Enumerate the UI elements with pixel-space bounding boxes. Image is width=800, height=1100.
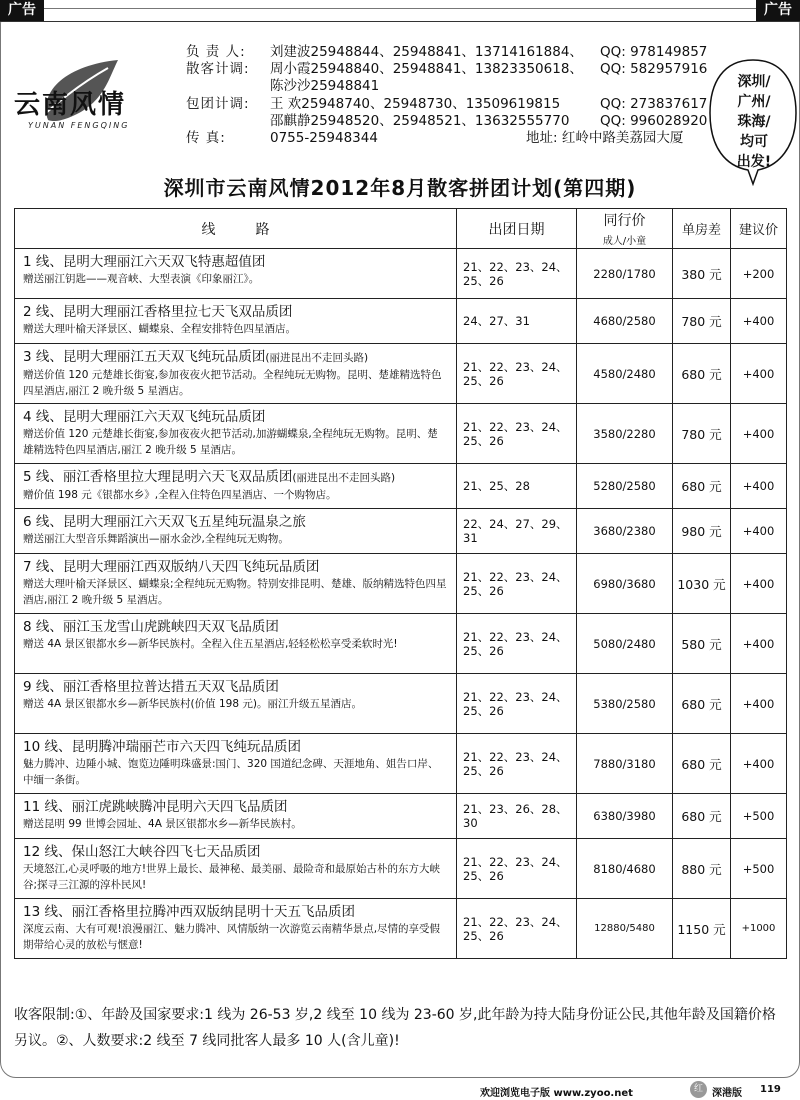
- route-title-text: 5 线、丽江香格里拉大理昆明六天飞双品质团: [23, 469, 293, 485]
- single-room-cell: 680 元: [673, 344, 731, 404]
- table-row: [15, 734, 787, 794]
- top-rule: [0, 21, 800, 22]
- route-title: [23, 348, 448, 367]
- bubble-line: 深圳/: [737, 74, 771, 90]
- route-description: 赠送丽江钥匙——观音峡、大型表演《印象丽江》。: [23, 273, 260, 285]
- header-dates: 出团日期: [457, 209, 577, 249]
- restrictions-text: 收客限制:①、年龄及国家要求:1 线为 26-53 岁,2 线至 10 线为 23-60 岁,此年龄为持大陆身份证公民,其他年龄及国籍价格另议。②、人数要求:2 线至 7 线同批客人最多 10 人(含儿童)!: [14, 1007, 776, 1049]
- contact-address: 地址: 红岭中路美荔园大厦: [526, 130, 684, 147]
- dates-cell: 21、22、23、24、25、26: [457, 674, 577, 734]
- route-title-text: 11 线、丽江虎跳峡腾冲昆明六天四飞品质团: [23, 799, 288, 815]
- table-row: [15, 404, 787, 464]
- advice-price-cell: +400: [731, 674, 787, 734]
- single-room-cell: 780 元: [673, 404, 731, 464]
- route-description: 天境怒江,心灵呼吸的地方!世界上最长、最神秘、最美丽、最险奇和最原始古朴的东方大峡谷;探寻三江源的淳朴民风!: [23, 863, 441, 891]
- single-room-cell: 580 元: [673, 614, 731, 674]
- dates-cell: 22、24、27、29、31: [457, 509, 577, 554]
- route-title: [23, 468, 448, 487]
- route-cell: [15, 839, 457, 899]
- route-cell: [15, 344, 457, 404]
- advice-price-cell: +400: [731, 614, 787, 674]
- table-row: [15, 839, 787, 899]
- route-cell: [15, 404, 457, 464]
- single-room-cell: 680 元: [673, 464, 731, 509]
- contact-qq: QQ: 996028920: [600, 112, 708, 129]
- bubble-line: 珠海/: [737, 114, 771, 130]
- route-description: 赠价值 198 元《银都水乡》,全程入住特色四星酒店、一个购物店。: [23, 489, 337, 501]
- header-advice: 建议价: [731, 209, 787, 249]
- dates-cell: 21、22、23、24、25、26: [457, 249, 577, 299]
- route-title-text: 12 线、保山怒江大峡谷四飞七天品质团: [23, 844, 261, 860]
- route-title-text: 10 线、昆明腾冲瑞丽芒市六天四飞纯玩品质团: [23, 739, 301, 755]
- route-note: (丽进昆出不走回头路): [265, 352, 369, 364]
- single-room-cell: 1150 元: [673, 899, 731, 959]
- footer-edition: 深港版: [712, 1088, 742, 1099]
- price-cell: 8180/4680: [577, 839, 673, 899]
- advice-price-cell: +400: [731, 404, 787, 464]
- price-cell: 5280/2580: [577, 464, 673, 509]
- header-single: 单房差: [673, 209, 731, 249]
- route-cell: [15, 299, 457, 344]
- route-title-text: 4 线、昆明大理丽江六天双飞纯玩品质团: [23, 409, 266, 425]
- dates-cell: 24、27、31: [457, 299, 577, 344]
- route-description: 赠送 4A 景区银都水乡—新华民族村。全程入住五星酒店,轻轻松松享受柔软时光!: [23, 638, 398, 650]
- contact-value: 陈沙沙25948841: [270, 78, 380, 95]
- route-description: 赠送大理叶榆天泽景区、蝴蝶泉;全程纯玩无购物。特别安排昆明、楚雄、版纳精选特色四星酒店,丽江 2 晚升级 5 星酒店。: [23, 578, 447, 606]
- routes-table: [14, 208, 787, 959]
- table-row: [15, 509, 787, 554]
- advice-price-cell: +500: [731, 794, 787, 839]
- price-cell: 7880/3180: [577, 734, 673, 794]
- route-description: 深度云南、大有可观!浪漫丽江、魅力腾冲、风情版纳一次游览云南精华景点,尽情的享受假期带给心灵的放松与惬意!: [23, 923, 441, 951]
- contact-label: 散客计调:: [186, 61, 250, 78]
- contact-row: [186, 78, 706, 95]
- price-cell: 5380/2580: [577, 674, 673, 734]
- single-room-cell: 780 元: [673, 299, 731, 344]
- route-cell: [15, 899, 457, 959]
- contact-label: 传 真:: [186, 130, 226, 147]
- footer: [0, 1080, 800, 1100]
- dates-cell: 21、22、23、24、25、26: [457, 899, 577, 959]
- price-cell: 4680/2580: [577, 299, 673, 344]
- advice-price-cell: +400: [731, 344, 787, 404]
- page-title: 深圳市云南风情2012年8月散客拼团计划(第四期): [163, 176, 637, 200]
- price-cell: 4580/2480: [577, 344, 673, 404]
- dates-cell: 21、22、23、24、25、26: [457, 734, 577, 794]
- bubble-line: 广州/: [737, 94, 771, 110]
- route-title: [23, 678, 448, 696]
- contact-qq: QQ: 273837617: [600, 95, 708, 112]
- route-title: [23, 303, 448, 321]
- price-cell: 3580/2280: [577, 404, 673, 464]
- route-note: (丽进昆出不走回头路): [292, 472, 396, 484]
- table-row: [15, 614, 787, 674]
- route-cell: [15, 249, 457, 299]
- ad-label-right: 广告: [756, 0, 800, 21]
- contact-row: [186, 44, 706, 61]
- route-title-text: 13 线、丽江香格里拉腾冲西双版纳昆明十天五飞品质团: [23, 904, 355, 920]
- route-cell: [15, 794, 457, 839]
- route-title-text: 2 线、昆明大理丽江香格里拉七天飞双品质团: [23, 304, 293, 320]
- advice-price-cell: +400: [731, 734, 787, 794]
- logo-subtitle: YUNAN FENGQING: [28, 121, 130, 130]
- route-title-text: 8 线、丽江玉龙雪山虎跳峡四天双飞品质团: [23, 619, 279, 635]
- single-room-cell: 680 元: [673, 734, 731, 794]
- contact-label: 包团计调:: [186, 95, 250, 112]
- route-description: 赠送丽江大型音乐舞蹈演出—丽水金沙,全程纯玩无购物。: [23, 533, 289, 545]
- price-cell: 5080/2480: [577, 614, 673, 674]
- contact-value: 0755-25948344: [270, 130, 378, 147]
- single-room-cell: 980 元: [673, 509, 731, 554]
- price-cell: 2280/1780: [577, 249, 673, 299]
- table-row: [15, 794, 787, 839]
- route-title: [23, 903, 448, 921]
- table-row: [15, 674, 787, 734]
- route-cell: [15, 464, 457, 509]
- dates-cell: 21、22、23、24、25、26: [457, 839, 577, 899]
- contact-row: [186, 96, 706, 113]
- dates-cell: 21、22、23、24、25、26: [457, 404, 577, 464]
- route-title: [23, 408, 448, 426]
- contact-value: 王 欢25948740、25948730、13509619815: [270, 95, 561, 112]
- dates-cell: 21、22、23、24、25、26: [457, 614, 577, 674]
- route-description: 赠送价值 120 元楚雄长街宴,参加夜夜火把节活动,加游蝴蝶泉,全程纯玩无购物。昆明、楚雄精选特色四星酒店,丽江 2 晚升级 5 星酒店。: [23, 428, 438, 456]
- route-title: [23, 798, 448, 816]
- page-number: 119: [760, 1084, 781, 1095]
- route-cell: [15, 554, 457, 614]
- route-title: [23, 558, 448, 576]
- table-row: [15, 344, 787, 404]
- dates-cell: 21、23、26、28、30: [457, 794, 577, 839]
- route-description: 赠送大理叶榆天泽景区、蝴蝶泉、全程安排特色四星酒店。: [23, 323, 296, 335]
- contact-label: [186, 113, 270, 130]
- contact-qq: QQ: 582957916: [600, 61, 708, 78]
- ad-label-left: 广告: [0, 0, 44, 21]
- route-description: 赠送 4A 景区银都水乡—新华民族村(价值 198 元)。丽江升级五星酒店。: [23, 698, 362, 710]
- contact-row: [186, 113, 706, 130]
- contact-label: 负 责 人:: [186, 44, 246, 60]
- route-cell: [15, 674, 457, 734]
- advice-price-cell: +400: [731, 464, 787, 509]
- route-description: 赠送昆明 99 世博会园址、4A 景区银都水乡—新华民族村。: [23, 818, 302, 830]
- table-row: [15, 464, 787, 509]
- bubble-line: 均可: [740, 134, 768, 150]
- contact-value: 刘建波25948844、25948841、13714161884、: [270, 44, 583, 60]
- advice-price-cell: +400: [731, 299, 787, 344]
- price-cell: 6380/3980: [577, 794, 673, 839]
- route-description: 魅力腾冲、边陲小城、饱览边陲明珠盛景:国门、320 国道纪念碑、天涯地角、姐告口岸、中缅一条街。: [23, 758, 439, 786]
- contact-label: [186, 78, 270, 95]
- logo-text: 云南风情: [14, 90, 127, 120]
- table-row: [15, 249, 787, 299]
- advice-price-cell: +1000: [731, 899, 787, 959]
- route-title-text: 1 线、昆明大理丽江六天双飞特惠超值团: [23, 254, 266, 270]
- footer-logo-icon: 红: [690, 1081, 707, 1098]
- route-title: [23, 513, 448, 531]
- dates-cell: 21、22、23、24、25、26: [457, 344, 577, 404]
- contact-qq: QQ: 978149857: [600, 44, 708, 60]
- advice-price-cell: +400: [731, 509, 787, 554]
- contact-row: [186, 130, 706, 147]
- route-title-text: 6 线、昆明大理丽江六天双飞五星纯玩温泉之旅: [23, 514, 306, 530]
- route-description: 赠送价值 120 元楚雄长街宴,参加夜夜火把节活动。全程纯玩无购物。昆明、楚雄精选特色四星酒店,丽江 2 晚升级 5 星酒店。: [23, 369, 442, 397]
- table-header-row: [15, 209, 787, 249]
- route-title: [23, 738, 448, 756]
- contact-block: [186, 44, 706, 147]
- advice-price-cell: +500: [731, 839, 787, 899]
- price-cell: 12880/5480: [577, 899, 673, 959]
- dates-cell: 21、25、28: [457, 464, 577, 509]
- contact-value: 周小霞25948840、25948841、13823350618、: [270, 61, 583, 78]
- single-room-cell: 680 元: [673, 794, 731, 839]
- dates-cell: 21、22、23、24、25、26: [457, 554, 577, 614]
- single-room-cell: 880 元: [673, 839, 731, 899]
- header-route: 线路: [15, 209, 457, 249]
- advice-price-cell: +200: [731, 249, 787, 299]
- route-title: [23, 253, 448, 271]
- route-title-text: 3 线、昆明大理丽江五天双飞纯玩品质团: [23, 349, 266, 365]
- footer-browse: 欢迎浏览电子版 www.zyoo.net: [480, 1088, 633, 1099]
- contact-value: 邵麒静25948520、25948521、13632555770: [270, 112, 570, 129]
- price-cell: 3680/2380: [577, 509, 673, 554]
- price-cell: 6980/3680: [577, 554, 673, 614]
- contact-qq: [596, 78, 706, 95]
- route-title: [23, 618, 448, 636]
- table-row: [15, 899, 787, 959]
- route-cell: [15, 509, 457, 554]
- table-row: [15, 554, 787, 614]
- route-cell: [15, 734, 457, 794]
- route-title: [23, 843, 448, 861]
- single-room-cell: 680 元: [673, 674, 731, 734]
- bubble-text: [716, 72, 792, 172]
- route-title-text: 7 线、昆明大理丽江西双版纳八天四飞纯玩品质团: [23, 559, 320, 575]
- route-title-text: 9 线、丽江香格里拉普达措五天双飞品质团: [23, 679, 279, 695]
- table-row: [15, 299, 787, 344]
- contact-row: [186, 61, 706, 78]
- bubble-line: 出发!: [736, 154, 772, 170]
- single-room-cell: 380 元: [673, 249, 731, 299]
- header-price: 同行价 成人/小童: [577, 209, 673, 249]
- route-cell: [15, 614, 457, 674]
- advice-price-cell: +400: [731, 554, 787, 614]
- single-room-cell: 1030 元: [673, 554, 731, 614]
